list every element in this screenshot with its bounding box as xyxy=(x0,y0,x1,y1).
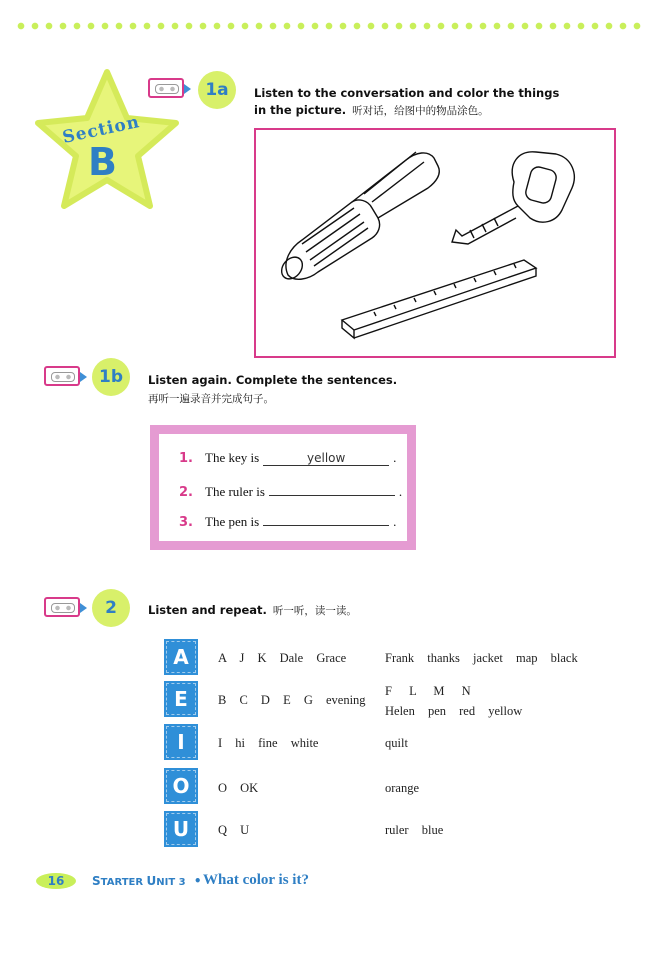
answer-blank-1[interactable]: yellow xyxy=(263,451,389,466)
audio-cassette-icon-2[interactable] xyxy=(44,597,80,617)
audio-cassette-icon-1b[interactable] xyxy=(44,366,80,386)
vowel-u-letters: Q U xyxy=(218,823,250,837)
vowel-o-words: orange xyxy=(385,781,420,795)
sentence-number: 1. xyxy=(179,451,193,466)
sentence-text: The pen is xyxy=(205,514,260,529)
activity-number-2: 2 xyxy=(92,589,130,627)
vowel-e-letters-right: F L M N xyxy=(385,684,471,698)
top-dot-border xyxy=(14,22,644,30)
answer-blank-3[interactable] xyxy=(263,511,389,526)
sentence-3 xyxy=(179,511,396,530)
section-letter: B xyxy=(88,140,117,184)
sentence-text: The ruler is xyxy=(205,484,265,499)
sentence-number: 2. xyxy=(179,485,193,500)
sentence-text: The key is xyxy=(205,450,260,465)
audio-cassette-icon-1a[interactable] xyxy=(148,78,184,98)
sentence-2 xyxy=(179,481,402,500)
instruction-1a: Listen to the conversation and color the things in the picture. 听对话，给图中的物品涂色。 xyxy=(254,86,560,117)
answer-blank-2[interactable] xyxy=(269,481,395,496)
vowel-a-words: Frank thanks jacket map black xyxy=(385,651,578,665)
key-icon xyxy=(452,152,574,244)
vowel-u-words: ruler blue xyxy=(385,823,444,837)
vowel-e-letters: B C D E G evening xyxy=(218,693,366,707)
activity-number-1b: 1b xyxy=(92,358,130,396)
page-number: 16 xyxy=(36,873,76,889)
ruler-icon xyxy=(342,260,536,338)
sentence-1 xyxy=(179,450,396,466)
vowel-o-letters: O OK xyxy=(218,781,259,795)
instruction-1b-cn: 再听一遍录音并完成句子。 xyxy=(148,393,274,405)
vowel-i-words: quilt xyxy=(385,736,408,750)
sentence-period: . xyxy=(398,484,403,499)
sentence-completion-box xyxy=(150,425,416,550)
vowel-e-words: Helen pen red yellow xyxy=(385,704,523,718)
instruction-2: Listen and repeat. 听一听，读一读。 xyxy=(148,603,357,617)
vowel-i-letters: I hi fine white xyxy=(218,736,319,750)
instruction-1b: Listen again. Complete the sentences. xyxy=(148,373,398,387)
activity-number-1a: 1a xyxy=(198,71,236,109)
unit-label: STARTER UNIT 3 • xyxy=(92,874,202,888)
vowel-a-letters: A J K Dale Grace xyxy=(218,651,347,665)
sentence-period: . xyxy=(393,450,397,465)
vowel-tile-u: U xyxy=(164,811,198,847)
vowel-tile-o: O xyxy=(164,768,198,804)
unit-title: What color is it? xyxy=(203,872,309,888)
vowel-tile-a: A xyxy=(164,639,198,675)
coloring-picture xyxy=(254,128,616,358)
sentence-period: . xyxy=(393,514,397,529)
pen-icon xyxy=(277,152,439,283)
vowel-tile-e: E xyxy=(164,681,198,717)
section-label: Section xyxy=(60,112,142,148)
vowel-tile-i: I xyxy=(164,724,198,760)
sentence-number: 3. xyxy=(179,515,193,530)
pen-key-ruler-drawing xyxy=(256,130,614,356)
